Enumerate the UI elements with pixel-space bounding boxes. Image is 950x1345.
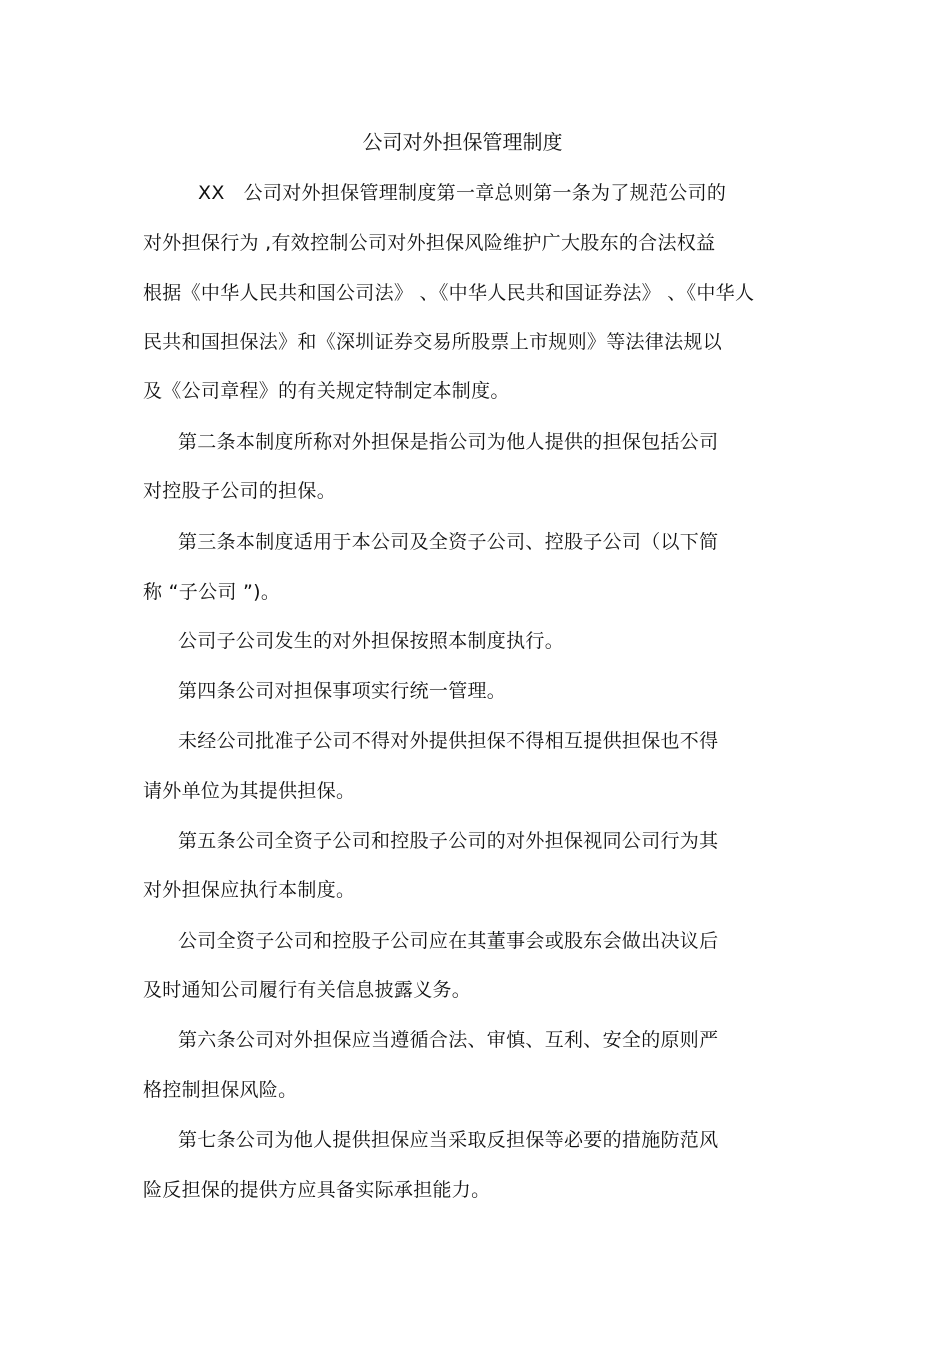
- text-line-18: 第六条公司对外担保应当遵循合法、审慎、互利、安全的原则严: [178, 1029, 719, 1051]
- text-line-9: 称 “子公司 ”)。: [143, 581, 281, 603]
- text-line-14: 第五条公司全资子公司和控股子公司的对外担保视同公司行为其: [178, 830, 719, 852]
- text-line-1: XX 公司对外担保管理制度第一章总则第一条为了规范公司的: [198, 182, 727, 204]
- text-line-17: 及时通知公司履行有关信息披露义务。: [143, 979, 472, 1001]
- text-line-4: 民共和国担保法》和《深圳证券交易所股票上市规则》等法律法规以: [143, 331, 723, 353]
- text-line-15: 对外担保应执行本制度。: [143, 879, 356, 901]
- text-line-19: 格控制担保风险。: [143, 1079, 298, 1101]
- text-line-2: 对外担保行为 ,有效控制公司对外担保风险维护广大股东的合法权益: [143, 232, 716, 254]
- text-line-21: 险反担保的提供方应具备实际承担能力。: [143, 1179, 491, 1201]
- text-line-10: 公司子公司发生的对外担保按照本制度执行。: [178, 630, 565, 652]
- text-line-8: 第三条本制度适用于本公司及全资子公司、控股子公司（以下简: [178, 531, 719, 553]
- text-line-6: 第二条本制度所称对外担保是指公司为他人提供的担保包括公司: [178, 431, 719, 453]
- text-line-11: 第四条公司对担保事项实行统一管理。: [178, 680, 507, 702]
- text-line-5: 及《公司章程》的有关规定特制定本制度。: [143, 380, 510, 402]
- text-line-3: 根据《中华人民共和国公司法》 、《中华人民共和国证券法》 、《中华人: [143, 282, 755, 304]
- document-title: 公司对外担保管理制度: [362, 130, 563, 154]
- text-line-12: 未经公司批准子公司不得对外提供担保不得相互提供担保也不得: [178, 730, 719, 752]
- text-line-16: 公司全资子公司和控股子公司应在其董事会或股东会做出决议后: [178, 930, 719, 952]
- text-line-13: 请外单位为其提供担保。: [143, 780, 356, 802]
- text-line-20: 第七条公司为他人提供担保应当采取反担保等必要的措施防范风: [178, 1129, 719, 1151]
- text-line-7: 对控股子公司的担保。: [143, 480, 337, 502]
